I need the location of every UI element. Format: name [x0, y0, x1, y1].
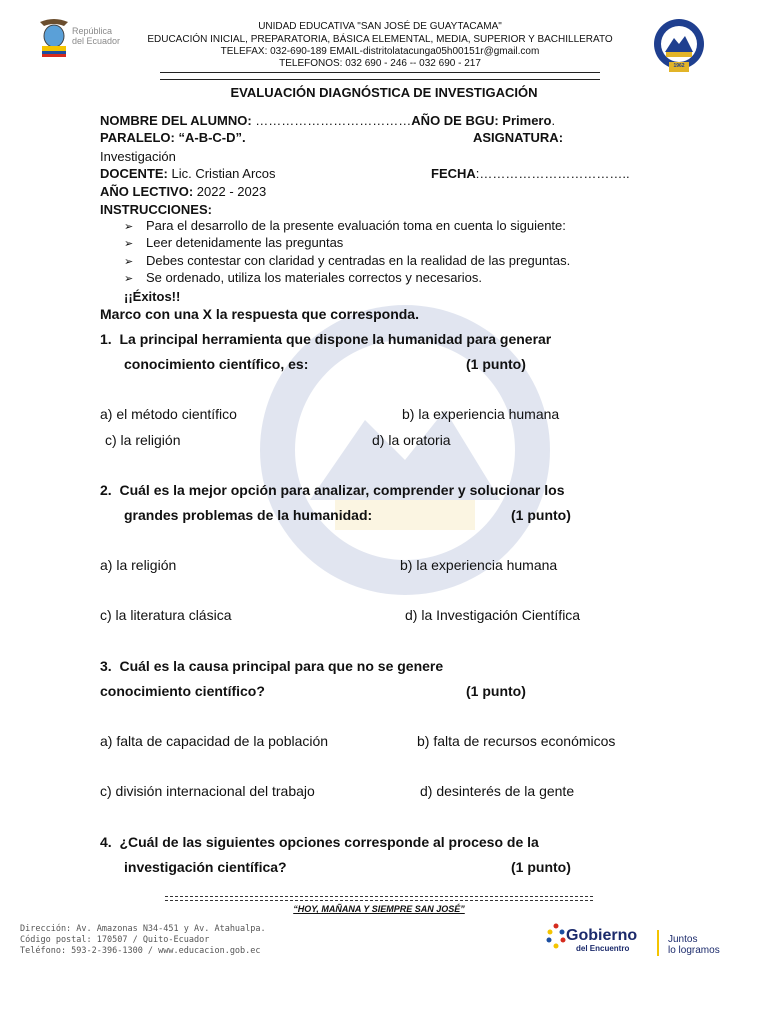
year-dot: .	[551, 113, 556, 128]
logo-text-line-2: del Ecuador	[72, 36, 121, 46]
q3-option-d[interactable]: d) desinterés de la gente	[420, 783, 575, 799]
question-1-points: (1 punto)	[466, 356, 526, 372]
question-number: 1.	[100, 331, 112, 347]
address-line: Dirección: Av. Amazonas N34-451 y Av. Atahualpa.	[20, 924, 266, 934]
subject-value: Investigación	[100, 149, 176, 164]
date-label: FECHA	[431, 166, 476, 181]
q1-option-b[interactable]: b) la experiencia humana	[402, 406, 560, 422]
header-telefax-email: TELEFAX: 032-690-189 EMAIL-distritolatacunga05h00151r@gmail.com	[220, 46, 540, 57]
address-line: Teléfono: 593-2-396-1300 / www.educacion.gob.ec	[20, 946, 261, 956]
year-label: AÑO DE BGU:	[411, 113, 499, 128]
year-value: Primero	[498, 113, 552, 128]
question-3-line-1	[100, 658, 443, 674]
directive: Marco con una X la respuesta que corresponda.	[100, 306, 419, 322]
date-blank: :……………………………..	[475, 166, 630, 181]
page-title: EVALUACIÓN DIAGNÓSTICA DE INVESTIGACIÓN	[230, 85, 538, 100]
q3-option-c[interactable]: c) división internacional del trabajo	[100, 783, 315, 799]
arrow-bullet-icon: ➢	[124, 221, 134, 233]
student-name-blank: ………………………………	[251, 113, 412, 128]
header-levels: EDUCACIÓN INICIAL, PREPARATORIA, BÁSICA ELEMENTAL, MEDIA, SUPERIOR Y BACHILLERATO	[147, 34, 613, 45]
footer-separator	[165, 896, 593, 901]
address-line: Código postal: 170507 / Quito-Ecuador	[20, 935, 210, 945]
question-text: ¿Cuál de las siguientes opciones corresponde al proceso de la	[119, 834, 539, 850]
instruction-text: Debes contestar con claridad y centradas en la realidad de las preguntas.	[146, 253, 571, 268]
paralelo-label: PARALELO: “A-B-C-D”.	[100, 130, 246, 145]
ecuador-coat-of-arms-icon	[38, 18, 70, 60]
question-2-points: (1 punto)	[511, 507, 571, 523]
header-separator	[160, 72, 600, 80]
footer-motto: “HOY, MAÑANA Y SIEMPRE SAN JOSÉ”	[293, 904, 465, 914]
gobierno-logo	[546, 920, 746, 960]
gobierno-name: Gobierno	[566, 927, 638, 944]
question-number: 3.	[100, 658, 112, 674]
question-4-line-1	[100, 834, 539, 850]
q3-option-b[interactable]: b) falta de recursos económicos	[417, 733, 616, 749]
q3-option-a[interactable]: a) falta de capacidad de la población	[100, 733, 329, 749]
date-line	[431, 166, 630, 181]
teacher-label: DOCENTE:	[100, 166, 168, 181]
instruction-item	[124, 235, 343, 250]
question-3-points: (1 punto)	[466, 683, 526, 699]
instruction-text: Leer detenidamente las preguntas	[146, 235, 344, 250]
instruction-text: Para el desarrollo de la presente evaluación toma en cuenta lo siguiente:	[146, 218, 566, 233]
instruction-item	[124, 270, 482, 285]
success-text: ¡¡Éxitos!!	[124, 289, 181, 304]
q1-option-c[interactable]: c) la religión	[105, 432, 181, 448]
student-label: NOMBRE DEL ALUMNO:	[100, 113, 252, 128]
question-4-line-2: investigación científica?	[124, 859, 287, 875]
gobierno-star-icon	[546, 920, 568, 954]
header-school-name: UNIDAD EDUCATIVA "SAN JOSÉ DE GUAYTACAMA"	[258, 21, 502, 32]
slogan	[668, 934, 720, 956]
teacher-line	[100, 166, 276, 181]
school-year-label: AÑO LECTIVO:	[100, 184, 194, 199]
logo-text-line-1: República	[72, 26, 113, 36]
q2-option-b[interactable]: b) la experiencia humana	[400, 557, 558, 573]
slogan-line: lo logramos	[668, 945, 720, 956]
slogan-line: Juntos	[668, 934, 698, 945]
q1-option-d[interactable]: d) la oratoria	[372, 432, 451, 448]
instruction-item	[124, 253, 570, 268]
gobierno-sub: del Encuentro	[576, 944, 630, 953]
q2-option-c[interactable]: c) la literatura clásica	[100, 607, 232, 623]
seal-year: 1962	[673, 63, 685, 69]
logo-divider	[657, 930, 659, 956]
q2-option-a[interactable]: a) la religión	[100, 557, 177, 573]
question-1-line-1	[100, 331, 551, 347]
subject-label: ASIGNATURA:	[473, 130, 564, 145]
arrow-bullet-icon: ➢	[124, 256, 134, 268]
question-1-line-2: conocimiento científico, es:	[124, 356, 309, 372]
question-text: Cuál es la causa principal para que no se genere	[119, 658, 444, 674]
question-2-line-1	[100, 482, 565, 498]
question-number: 4.	[100, 834, 112, 850]
question-4-points: (1 punto)	[511, 859, 571, 875]
question-text: La principal herramienta que dispone la humanidad para generar	[119, 331, 552, 347]
school-year-line	[100, 184, 266, 199]
teacher-value: Lic. Cristian Arcos	[167, 166, 276, 181]
question-number: 2.	[100, 482, 112, 498]
arrow-bullet-icon: ➢	[124, 273, 134, 285]
question-2-line-2: grandes problemas de la humanidad:	[124, 507, 373, 523]
arrow-bullet-icon: ➢	[124, 238, 134, 250]
question-3-line-2: conocimiento científico?	[100, 683, 265, 699]
header-phones: TELEFONOS: 032 690 - 246 -- 032 690 - 217	[279, 58, 481, 69]
school-year-value: 2022 - 2023	[193, 184, 267, 199]
q2-option-d[interactable]: d) la Investigación Científica	[405, 607, 581, 623]
instruction-text: Se ordenado, utiliza los materiales correctos y necesarios.	[146, 270, 482, 285]
student-line	[100, 113, 555, 128]
instruction-item	[124, 218, 566, 233]
instructions-label: INSTRUCCIONES:	[100, 202, 212, 217]
question-text: Cuál es la mejor opción para analizar, comprender y solucionar los	[119, 482, 565, 498]
q1-option-a[interactable]: a) el método científico	[100, 406, 237, 422]
footer-address	[20, 924, 266, 957]
